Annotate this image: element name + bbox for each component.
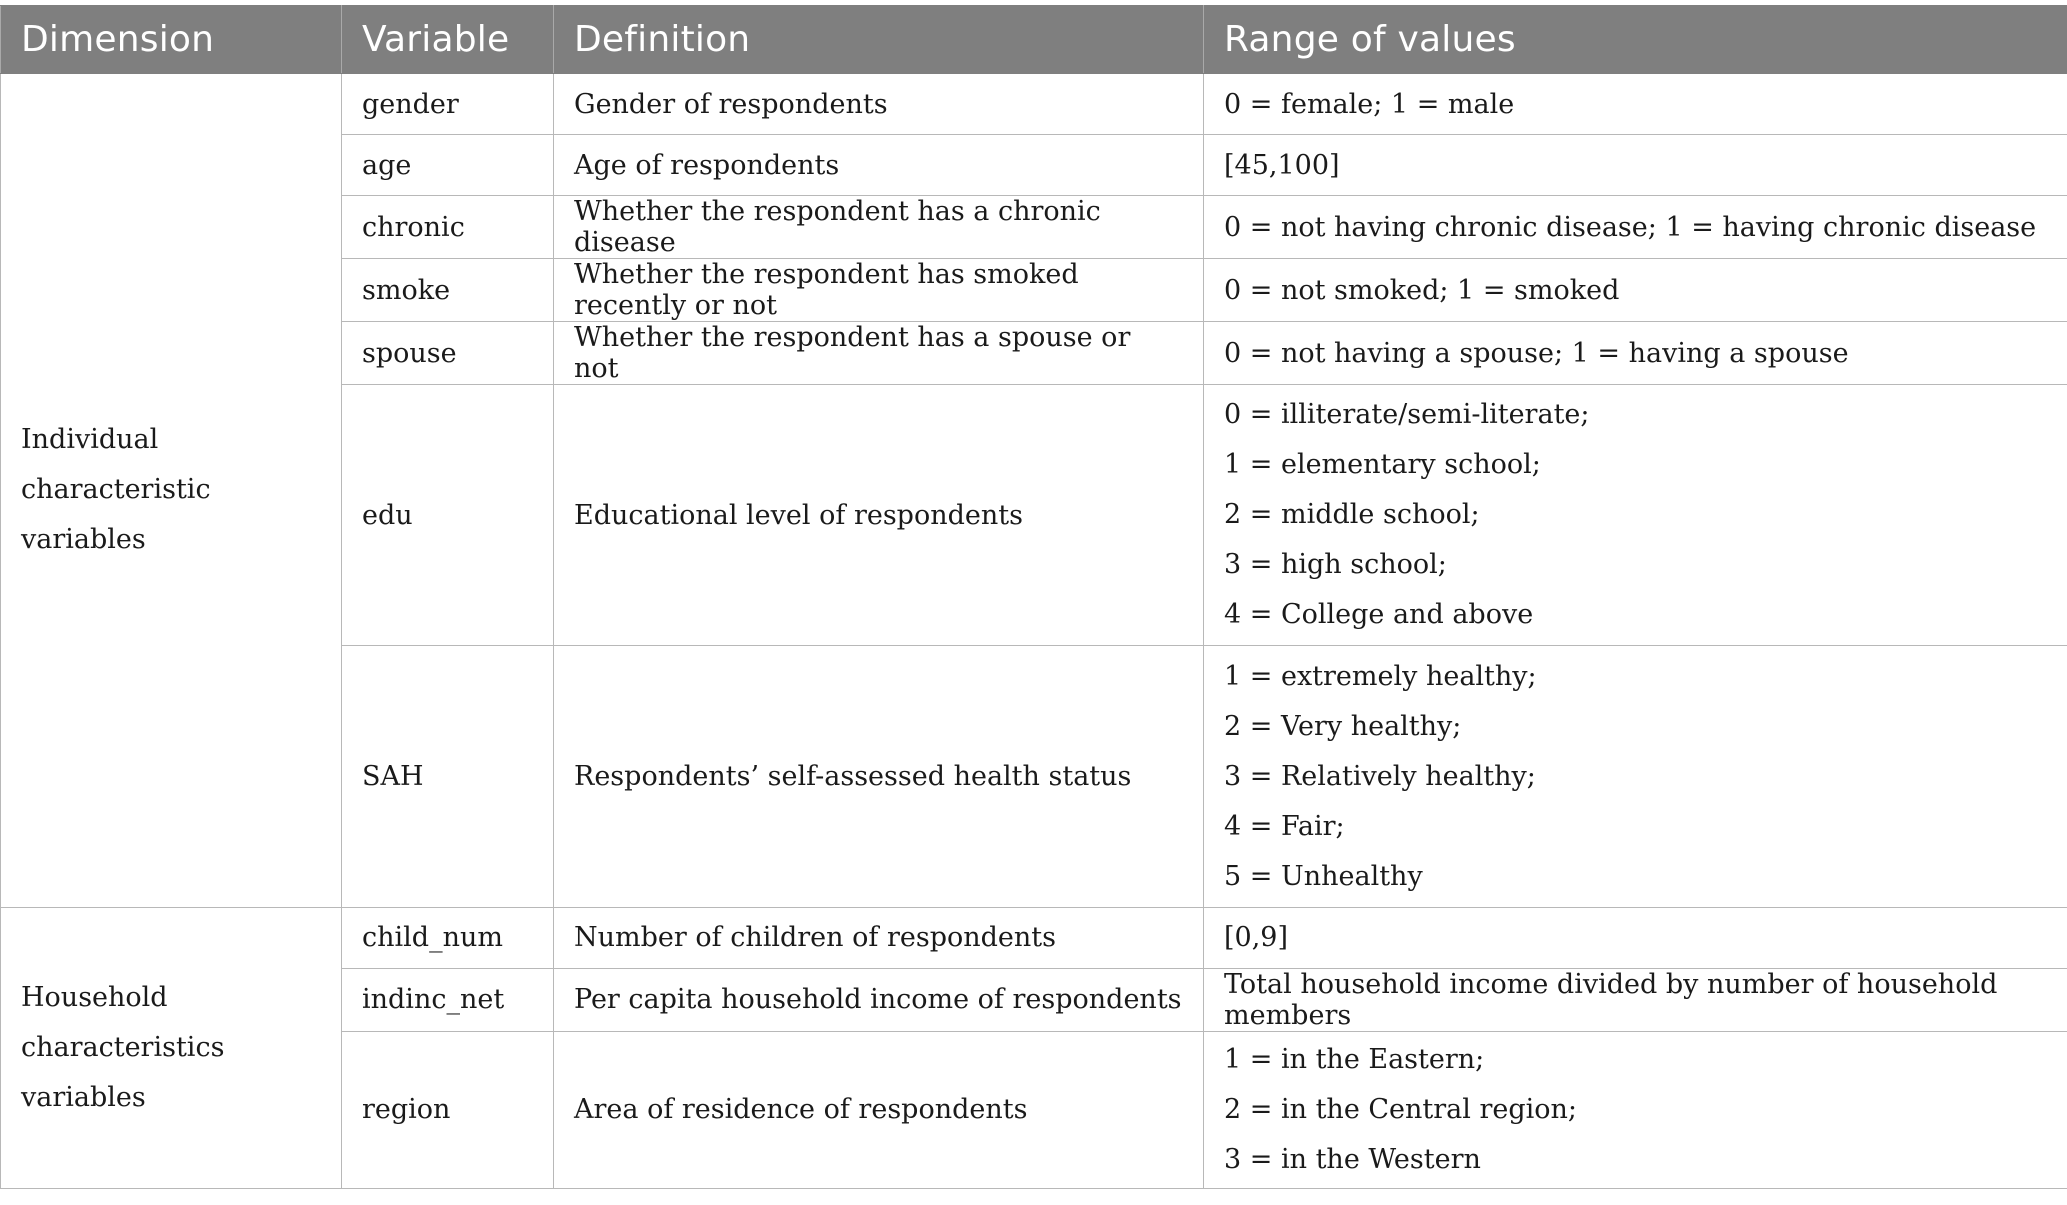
variable-cell: smoke xyxy=(342,259,554,322)
range-cell xyxy=(1204,1031,2067,1188)
range-line: 5 = Unhealthy xyxy=(1224,860,1423,892)
variable-cell: region xyxy=(342,1031,554,1188)
variable-cell: chronic xyxy=(342,196,554,259)
definition-cell: Area of residence of respondents xyxy=(554,1031,1204,1188)
variable-cell: indinc_net xyxy=(342,968,554,1031)
variables-table xyxy=(0,5,2067,1189)
range-line: 2 = in the Central region; xyxy=(1224,1093,1578,1125)
table-row xyxy=(1,74,2067,135)
variable-cell: child_num xyxy=(342,907,554,968)
range-line: 3 = Relatively healthy; xyxy=(1224,760,1536,792)
header-range: Range of values xyxy=(1204,6,2067,74)
dimension-label-line2: variables xyxy=(21,524,146,556)
range-cell: 0 = not having a spouse; 1 = having a spouse xyxy=(1204,322,2067,385)
variable-cell: SAH xyxy=(342,646,554,907)
range-line: 2 = Very healthy; xyxy=(1224,710,1462,742)
range-cell: 0 = female; 1 = male xyxy=(1204,74,2067,135)
definition-cell: Educational level of respondents xyxy=(554,385,1204,646)
range-line: 1 = extremely healthy; xyxy=(1224,660,1537,692)
dimension-label-line1: Individual characteristic xyxy=(21,424,211,506)
definition-cell: Respondents’ self-assessed health status xyxy=(554,646,1204,907)
dimension-label-line1: Household characteristics xyxy=(21,981,225,1063)
header-row xyxy=(1,6,2067,74)
definition-cell: Whether the respondent has a chronic disease xyxy=(554,196,1204,259)
definition-cell: Gender of respondents xyxy=(554,74,1204,135)
range-cell: 0 = not having chronic disease; 1 = having chronic disease xyxy=(1204,196,2067,259)
header-definition: Definition xyxy=(554,6,1204,74)
table-row xyxy=(1,907,2067,968)
variable-cell: edu xyxy=(342,385,554,646)
definition-cell: Whether the respondent has smoked recently or not xyxy=(554,259,1204,322)
header-variable: Variable xyxy=(342,6,554,74)
definition-cell: Number of children of respondents xyxy=(554,907,1204,968)
variable-cell: age xyxy=(342,135,554,196)
range-line: 3 = high school; xyxy=(1224,549,1447,581)
definition-cell: Whether the respondent has a spouse or not xyxy=(554,322,1204,385)
definition-cell: Per capita household income of respondents xyxy=(554,968,1204,1031)
range-line: 1 = in the Eastern; xyxy=(1224,1043,1485,1075)
range-line: 1 = elementary school; xyxy=(1224,449,1541,481)
range-cell: [45,100] xyxy=(1204,135,2067,196)
variables-table-container xyxy=(0,5,2067,1189)
dimension-cell-individual xyxy=(1,74,342,908)
range-line: 2 = middle school; xyxy=(1224,499,1480,531)
range-cell xyxy=(1204,646,2067,907)
variable-cell: gender xyxy=(342,74,554,135)
range-cell: [0,9] xyxy=(1204,907,2067,968)
range-cell: 0 = not smoked; 1 = smoked xyxy=(1204,259,2067,322)
range-line: 4 = Fair; xyxy=(1224,810,1345,842)
range-cell: Total household income divided by number of household members xyxy=(1204,968,2067,1031)
variable-cell: spouse xyxy=(342,322,554,385)
range-line: 4 = College and above xyxy=(1224,599,1534,631)
range-line: 0 = illiterate/semi-literate; xyxy=(1224,399,1590,431)
range-line: 3 = in the Western xyxy=(1224,1143,1481,1175)
dimension-cell-household xyxy=(1,907,342,1188)
dimension-label-line2: variables xyxy=(21,1081,146,1113)
definition-cell: Age of respondents xyxy=(554,135,1204,196)
range-cell xyxy=(1204,385,2067,646)
header-dimension: Dimension xyxy=(1,6,342,74)
